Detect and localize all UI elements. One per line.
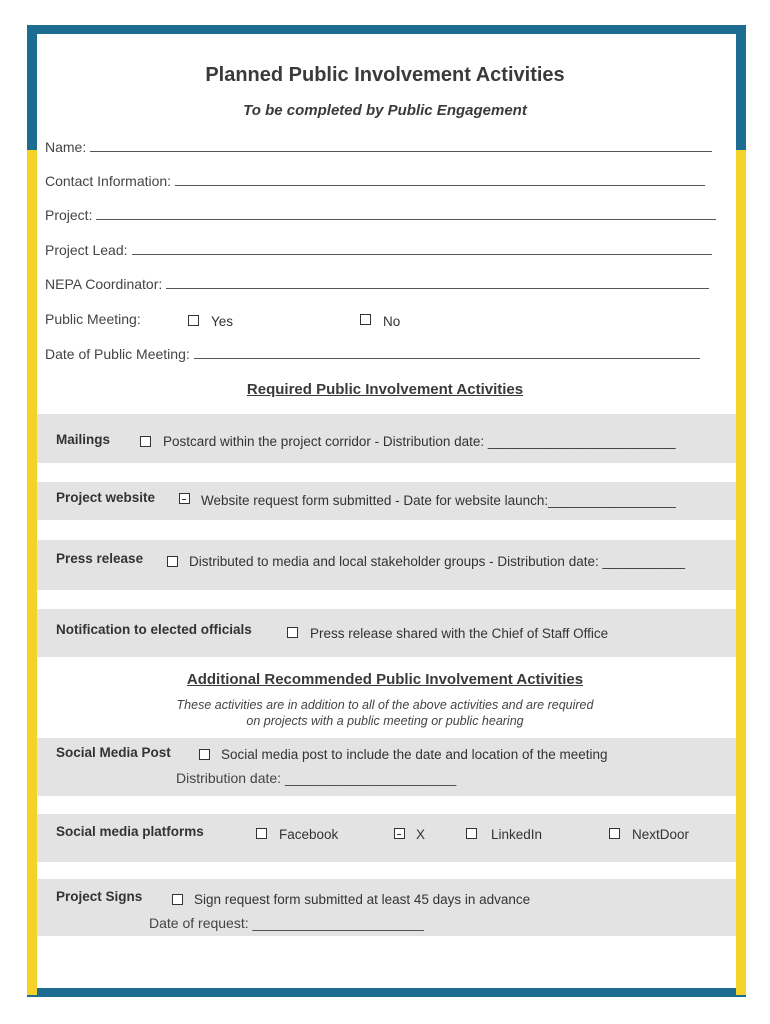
- signs-label: Project Signs: [56, 889, 143, 904]
- name-label: Name:: [45, 139, 87, 155]
- form-subtitle: To be completed by Public Engagement: [243, 102, 527, 119]
- social-post-date: Distribution date: ______________________: [176, 770, 457, 786]
- x-checkbox[interactable]: [394, 828, 405, 839]
- project-label: Project:: [45, 207, 93, 223]
- linkedin-label: LinkedIn: [491, 827, 543, 842]
- project-lead-input-line[interactable]: [132, 242, 712, 255]
- project-input-line[interactable]: [96, 207, 716, 220]
- x-label: X: [416, 827, 426, 842]
- frame-top-bar: [27, 25, 746, 34]
- no-label: No: [383, 314, 401, 329]
- no-checkbox[interactable]: [360, 314, 371, 325]
- date-meeting-label: Date of Public Meeting:: [45, 346, 190, 362]
- contact-field: [45, 173, 705, 189]
- platforms-label: Social media platforms: [56, 824, 204, 839]
- social-post-text: Social media post to include the date and location of the meeting: [221, 747, 608, 762]
- nepa-input-line[interactable]: [166, 276, 709, 289]
- name-field: [45, 139, 712, 155]
- mailings-label: Mailings: [56, 432, 111, 447]
- officials-text: Press release shared with the Chief of Staff Office: [310, 626, 609, 641]
- signs-text: Sign request form submitted at least 45 days in advance: [194, 892, 531, 907]
- contact-input-line[interactable]: [175, 173, 705, 186]
- signs-checkbox[interactable]: [172, 894, 183, 905]
- frame-right-yellow: [736, 150, 746, 995]
- frame-bottom-bar: [27, 988, 746, 997]
- additional-note-line2: on projects with a public meeting or public hearing: [246, 714, 524, 728]
- nepa-label: NEPA Coordinator:: [45, 276, 163, 292]
- project-field: [45, 207, 716, 223]
- frame-left-blue: [27, 25, 37, 150]
- frame-left-yellow: [27, 150, 37, 995]
- frame-right-blue: [736, 25, 746, 150]
- nextdoor-checkbox[interactable]: [609, 828, 620, 839]
- additional-heading: Additional Recommended Public Involvement Activities: [186, 671, 584, 688]
- mailings-text: Postcard within the project corridor - Distribution date: _________________________: [163, 434, 676, 449]
- yes-checkbox[interactable]: [188, 315, 199, 326]
- officials-checkbox[interactable]: [287, 627, 298, 638]
- website-label: Project website: [56, 490, 156, 505]
- contact-label: Contact Information:: [45, 173, 172, 189]
- public-meeting-label: Public Meeting:: [45, 311, 141, 327]
- signs-date: Date of request: ______________________: [149, 915, 424, 931]
- social-post-checkbox[interactable]: [199, 749, 210, 760]
- additional-note-line1: These activities are in addition to all of the above activities and are required: [176, 698, 594, 712]
- form-title: Planned Public Involvement Activities: [205, 64, 565, 86]
- date-meeting-field: [45, 346, 700, 362]
- facebook-checkbox[interactable]: [256, 828, 267, 839]
- date-meeting-input-line[interactable]: [194, 346, 700, 359]
- mailings-checkbox[interactable]: [140, 436, 151, 447]
- name-input-line[interactable]: [90, 139, 712, 152]
- project-lead-field: [45, 242, 712, 258]
- yes-label: Yes: [211, 314, 234, 329]
- officials-label: Notification to elected officials: [56, 622, 252, 637]
- press-text: Distributed to media and local stakeholder groups - Distribution date: ___________: [189, 554, 686, 569]
- project-lead-label: Project Lead:: [45, 242, 128, 258]
- facebook-label: Facebook: [279, 827, 339, 842]
- press-checkbox[interactable]: [167, 556, 178, 567]
- website-text: Website request form submitted - Date for website launch:_________________: [201, 493, 676, 508]
- nextdoor-label: NextDoor: [632, 827, 690, 842]
- nepa-field: [45, 276, 709, 292]
- press-label: Press release: [56, 551, 144, 566]
- website-checkbox[interactable]: [179, 493, 190, 504]
- linkedin-checkbox[interactable]: [466, 828, 477, 839]
- required-heading: Required Public Involvement Activities: [246, 381, 524, 398]
- social-post-label: Social Media Post: [56, 745, 171, 760]
